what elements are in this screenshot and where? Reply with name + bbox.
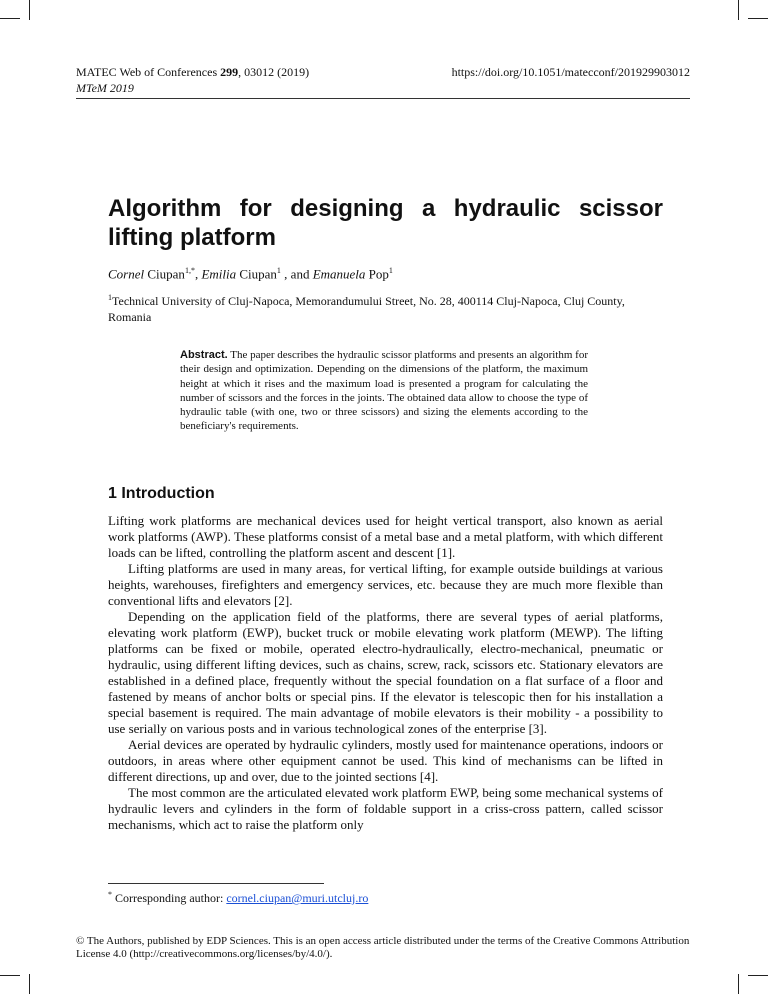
journal-name: MATEC Web of Conferences [76,65,221,79]
footnote-mark: * [108,890,112,899]
author-first-name: Emilia [201,266,237,282]
license-notice: © The Authors, published by EDP Sciences. This is an open access article distributed under the terms of the Creative Commons Attribution License 4.0 (http://creativecommons.org/licenses/by/4.0/). [76,935,690,960]
author-separator: , and [280,266,313,282]
footnote [108,890,368,906]
corresponding-email-link[interactable]: cornel.ciupan@muri.utcluj.ro [226,891,369,905]
affiliation [108,290,668,325]
author-affiliation-mark: 1 [276,266,281,275]
author-last-name: Ciupan [236,266,277,282]
crop-mark [738,0,739,20]
paragraph: Depending on the application field of the platforms, there are several types of aerial platforms, elevating work platform (EWP), bucket truck or mobile elevating work platform (MEWP). The lifting platforms can be fixed or mobile, operated electro-hydraulically, electro-mechanical, pneumatic or hydraulic, using different lifting devices, such as chains, screw, rack, scissors etc. Stationary elevators are established in a defined place, frequently without the special foundation on a flat surface of a floor and fastened by means of anchor bolts or special pins. If the elevator is telescopic then for his installation a special basement is required. The main advantage of mobile elevators is their mobility - a possibility to use serially on various posts and in various technological zones of the enterprise [3]. [108,609,663,736]
author-first-name: Cornel [108,266,145,282]
crop-mark [748,18,768,19]
author-last-name: Ciupan [144,266,185,282]
crop-mark [738,974,739,994]
body-text [108,513,663,833]
paragraph: Lifting work platforms are mechanical devices used for height vertical transport, also known as aerial work platforms (AWP). These platforms consist of a metal base and a metal platform, with which different loads can be lifted, controlling the platform ascent and descent [1]. [108,513,663,560]
crop-mark [29,974,30,994]
abstract-label: Abstract. [180,349,228,361]
header-divider [76,98,690,99]
affiliation-text: Technical University of Cluj-Napoca, Memorandumului Street, No. 28, 400114 Cluj-Napoca, Cluj County, Romania [108,294,625,324]
author-last-name: Pop [365,266,389,282]
article-number: , 03012 (2019) [238,65,310,79]
abstract-text: The paper describes the hydraulic scissor platforms and presents an algorithm for their design and optimization. Depending on the dimensions of the platform, the maximum height at which it rises and the maximum load is presented a program for calculating the number of scissors and the forces in the joints. The obtained data allow to choose the type of hydraulic table (with one, two or three scissors) and sizing the elements according to the beneficiary's requirements. [180,349,588,433]
paper-title: Algorithm for designing a hydraulic scissor lifting platform [108,195,663,251]
conference-name: MTeM 2019 [76,81,134,95]
footnote-divider [108,883,324,884]
author-separator: , [194,266,202,282]
crop-mark [0,18,20,19]
paragraph: Lifting platforms are used in many areas, for vertical lifting, for example outside buildings at various heights, warehouses, firefighters and emergency services, etc. because they are much more flexible than conventional lifts and elevators [2]. [108,561,663,608]
crop-mark [29,0,30,20]
abstract [180,348,588,434]
doi-link[interactable]: https://doi.org/10.1051/matecconf/201929903012 [451,65,690,79]
footnote-label: Corresponding author: [112,891,227,905]
section-heading: 1 Introduction [108,485,215,502]
affiliation-mark: 1 [108,293,112,302]
author-affiliation-mark: 1 [388,266,393,275]
author-first-name: Emanuela [312,266,366,282]
author-affiliation-mark: 1,* [184,266,195,275]
journal-volume: 299 [220,65,239,79]
journal-citation [76,64,309,96]
crop-mark [748,975,768,976]
author-list [108,266,393,282]
paragraph: Aerial devices are operated by hydraulic cylinders, mostly used for maintenance operations, indoors or outdoors, in areas where other equipment cannot be used. This kind of mechanisms can be lifted in different directions, up and over, due to the jointed sections [4]. [108,737,663,784]
crop-mark [0,975,20,976]
paragraph: The most common are the articulated elevated work platform EWP, being some mechanical systems of hydraulic levers and cylinders in the form of foldable support in a criss-cross pattern, called scissor mechanisms, which act to raise the platform only [108,785,663,832]
